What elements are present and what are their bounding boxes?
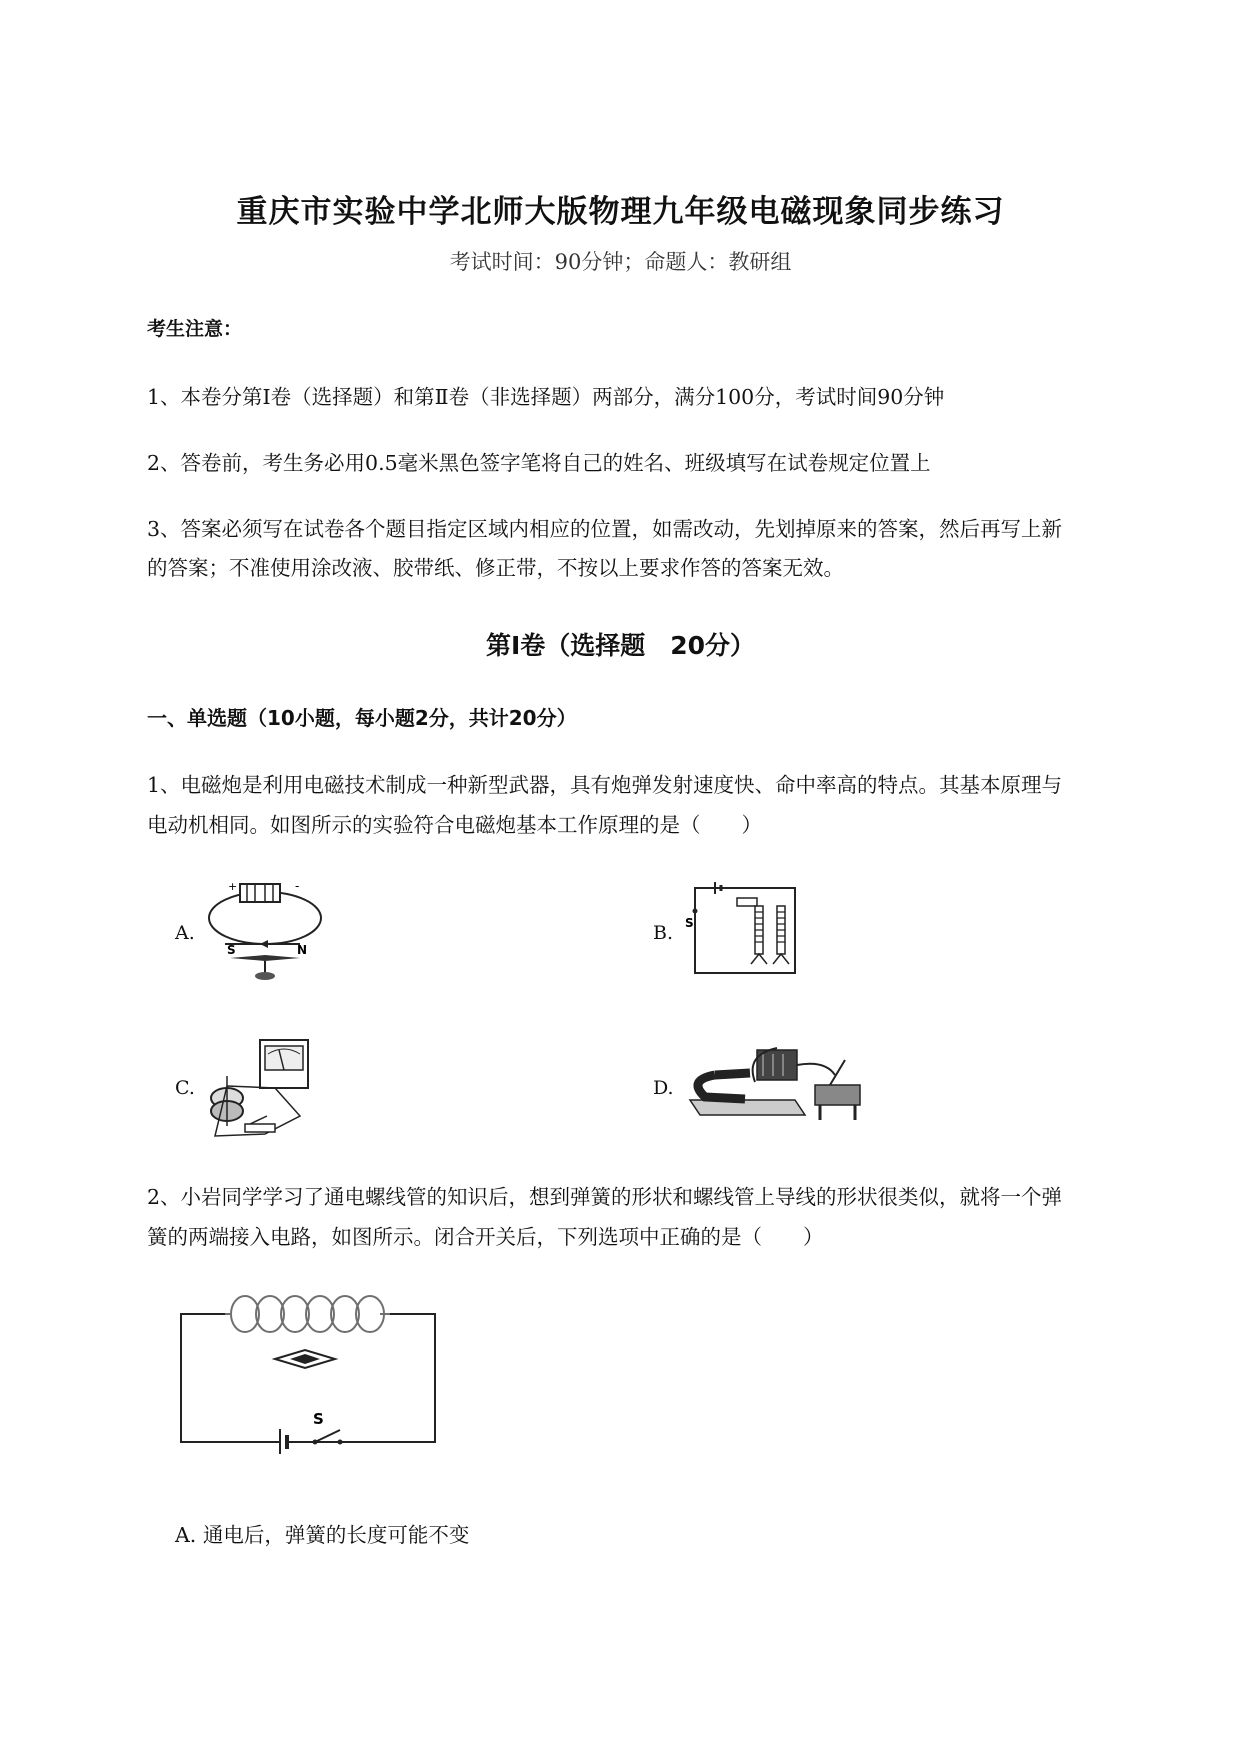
figure-c-galvanometer [205, 1036, 320, 1141]
notice-item-2: 2、答卷前，考生务必用0.5毫米黑色签字笔将自己的姓名、班级填写在试卷规定位置上 [147, 451, 931, 475]
question-1-line1: 1、电磁炮是利用电磁技术制成一种新型武器，具有炮弹发射速度快、命中率高的特点。其基本原理与 [147, 773, 1063, 797]
section-title: 第I卷（选择题 20分） [485, 631, 756, 660]
notice-heading: 考生注意： [147, 318, 243, 340]
notice-item-1: 1、本卷分第I卷（选择题）和第Ⅱ卷（非选择题）两部分，满分100分，考试时间90分钟 [147, 385, 945, 409]
fig-a-n: N [297, 943, 308, 957]
fig-a-plus: + [228, 880, 238, 893]
fig-b-s: S [685, 916, 694, 930]
fig-a-minus: - [295, 879, 300, 893]
option-a-label: A. [175, 922, 195, 944]
exam-info: 考试时间：90分钟；命题人：教研组 [449, 250, 792, 274]
option-b-label: B. [653, 922, 674, 944]
question-2-option-a: A. 通电后，弹簧的长度可能不变 [175, 1523, 470, 1547]
fig-a-s: S [227, 943, 236, 957]
question-type-heading: 一、单选题（10小题，每小题2分，共计20分） [147, 706, 577, 730]
question-2-line1: 2、小岩同学学习了通电螺线管的知识后，想到弹簧的形状和螺线管上导线的形状很类似，就将一个弹 [147, 1185, 1063, 1209]
figure-b-electromagnets [685, 876, 810, 981]
figure-d-motor-rails [685, 1040, 865, 1125]
option-d-label: D. [653, 1077, 674, 1099]
fig-switch-label: S [313, 1410, 324, 1428]
page-title: 重庆市实验中学北师大版物理九年级电磁现象同步练习 [236, 194, 1005, 230]
notice-item-3-line1: 3、答案必须写在试卷各个题目指定区域内相应的位置，如需改动，先划掉原来的答案，然后再写上新 [147, 517, 1063, 541]
figure-spring-circuit [175, 1284, 440, 1454]
question-2-line2: 簧的两端接入电路，如图所示。闭合开关后，下列选项中正确的是（ ） [147, 1225, 824, 1249]
figure-a-compass-coil [205, 876, 330, 981]
notice-item-3-line2: 的答案；不准使用涂改液、胶带纸、修正带，不按以上要求作答的答案无效。 [147, 556, 844, 580]
question-1-line2: 电动机相同。如图所示的实验符合电磁炮基本工作原理的是（ ） [147, 813, 762, 837]
option-c-label: C. [175, 1077, 195, 1099]
